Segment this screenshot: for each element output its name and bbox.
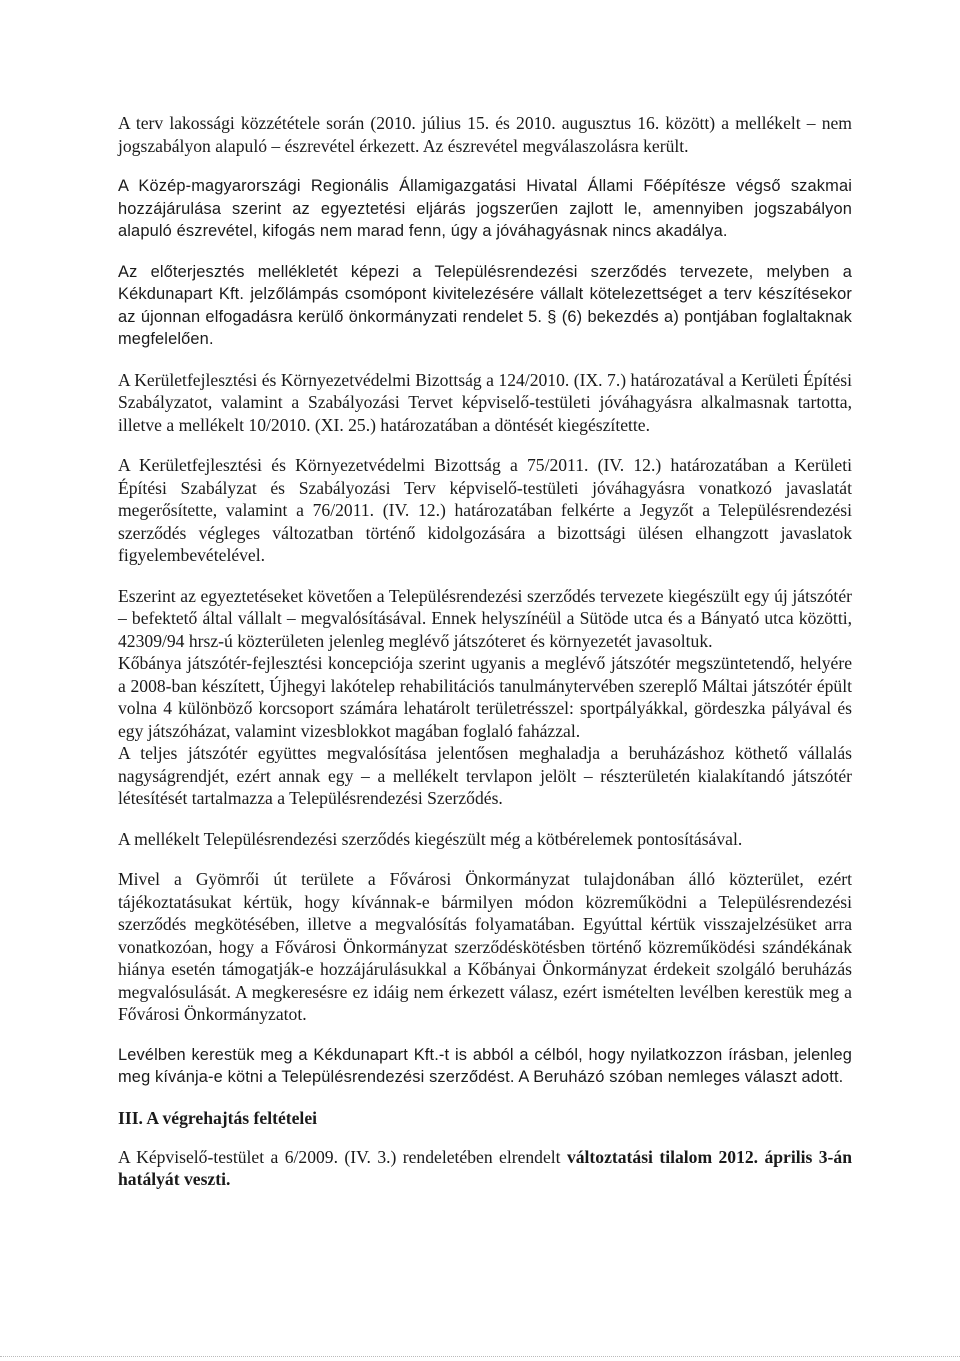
- paragraph-playground-concept: Kőbánya játszótér-fejlesztési koncepciója szerint ugyanis a meglévő játszótér megszüntetendő, helyére a 2008-ban készített, Újhegyi lakótelep rehabilitációs tanulmánytervében szereplő Máltai játszótér épült volna 4 különböző korcsoport számára lehatárolt területrésszel: sportpályákkal, gördeszka pályával és egy játszóházat, valamint vizesblokkot magában foglaló faházzal.: [118, 653, 852, 741]
- paragraph-committee-2011: A Kerületfejlesztési és Környezetvédelmi Bizottság a 75/2011. (IV. 12.) határozatában a Kerületi Építési Szabályzat és Szabályozási Terv képviselő-testületi jóváhagyásra vonatkozó javaslatát megerősítette, valamint a 76/2011. (IV. 12.) határozatában felkérte a Jegyzőt a Településrendezési szerződés végleges változatban történő kidolgozására a bizottsági ülésen elhangzott javaslatok figyelembevételével.: [118, 455, 852, 565]
- section-heading: III. A végrehajtás feltételei: [118, 1107, 318, 1128]
- paragraph-playground-proposal: Eszerint az egyeztetéseket követően a Településrendezési szerződés tervezete kiegészült egy új játszótér – befektető által vállalt – megvalósításával. Ennek helyszínéül a Sütöde utca és a Bányató utca közötti, 42309/94 hrsz-ú közterületen jelenleg meglévő játszóteret és környezetét javasoltuk.: [118, 585, 852, 651]
- paragraph-public-notice: A terv lakossági közzététele során (2010. július 15. és 2010. augusztus 16. között) a mellékelt – nem jogszabályon alapuló – észrevétel érkezett. Az észrevétel megválaszolásra került.: [118, 113, 852, 156]
- paragraph-building-ban: [118, 1146, 852, 1191]
- building-ban-expiry: változtatási tilalom 2012. április 3-án hatályát veszti.: [118, 1146, 852, 1189]
- scan-edge-line: [0, 1356, 960, 1357]
- paragraph-municipal-request: Mivel a Gyömrői út területe a Fővárosi Önkormányzat tulajdonában álló közterület, ezért tájékoztatásukat kértük, hogy kívánnak-e bármilyen módon közreműködni a Településrendezési szerződés megkötésében, illetve a megvalósítás folyamatában. Egyúttal kértük visszajelzésüket arra vonatkozóan, hogy a Fővárosi Önkormányzat szerződéskötésben történő közreműködési szándékának hiánya esetén támogatják-e hozzájárulásukkal a Kőbányai Önkormányzat érdekeit szolgáló beruházás megvalósulását. A megkeresésre ez idáig nem érkezett válasz, ezért ismételten levélben kerestük meg a Fővárosi Önkormányzatot.: [118, 869, 852, 1024]
- paragraph-penalty-clauses: A mellékelt Településrendezési szerződés kiegészült még a kötbérelemek pontosításával.: [118, 828, 743, 849]
- paragraph-investor-letter: Levélben kerestük meg a Kékdunapart Kft.-t is abból a célból, hogy nyilatkozzon írásban, jelenleg meg kívánja-e kötni a Településrendezési szerződést. A Beruházó szóban nemleges választ adott.: [118, 1045, 852, 1086]
- paragraph-playground-scope: A teljes játszótér együttes megvalósítása jelentősen meghaladja a beruházáshoz köthető vállalás nagyságrendjét, ezért annak egy – a mellékelt tervlapon jelölt – részterületén kialakítandó játszótér létesítését tartalmazza a Településrendezési Szerződés.: [118, 743, 852, 808]
- document-body: [118, 112, 852, 1209]
- paragraph-contract-annex: Az előterjesztés mellékletét képezi a Településrendezési szerződés tervezete, melyben a Kékdunapart Kft. jelzőlámpás csomópont kivitelezésére vállalt kötelezettséget a terv készítésekor az újonnan elfogadásra kerülő önkormányzati rendelet 5. § (6) bekezdés a) pontjában foglaltaknak megfelelően.: [118, 262, 852, 348]
- paragraph-committee-2010: A Kerületfejlesztési és Környezetvédelmi Bizottság a 124/2010. (IX. 7.) határozatával a Kerületi Építési Szabályzatot, valamint a Szabályozási Tervet képviselő-testületi jóváhagyásra alkalmasnak tartotta, illetve a mellékelt 10/2010. (XI. 25.) határozatában a döntését kiegészítette.: [118, 369, 852, 435]
- paragraph-chief-architect: A Közép-magyarországi Regionális Államigazgatási Hivatal Állami Főépítésze végső szakmai hozzájárulása szerint az egyeztetési eljárás jogszerűen zajlott le, amennyiben jogszabályon alapuló észrevétel, kifogás nem marad fenn, úgy a jóváhagyásnak nincs akadálya.: [118, 177, 852, 240]
- building-ban-lead: A Képviselő-testület a 6/2009. (IV. 3.) rendeletében elrendelt: [118, 1146, 567, 1167]
